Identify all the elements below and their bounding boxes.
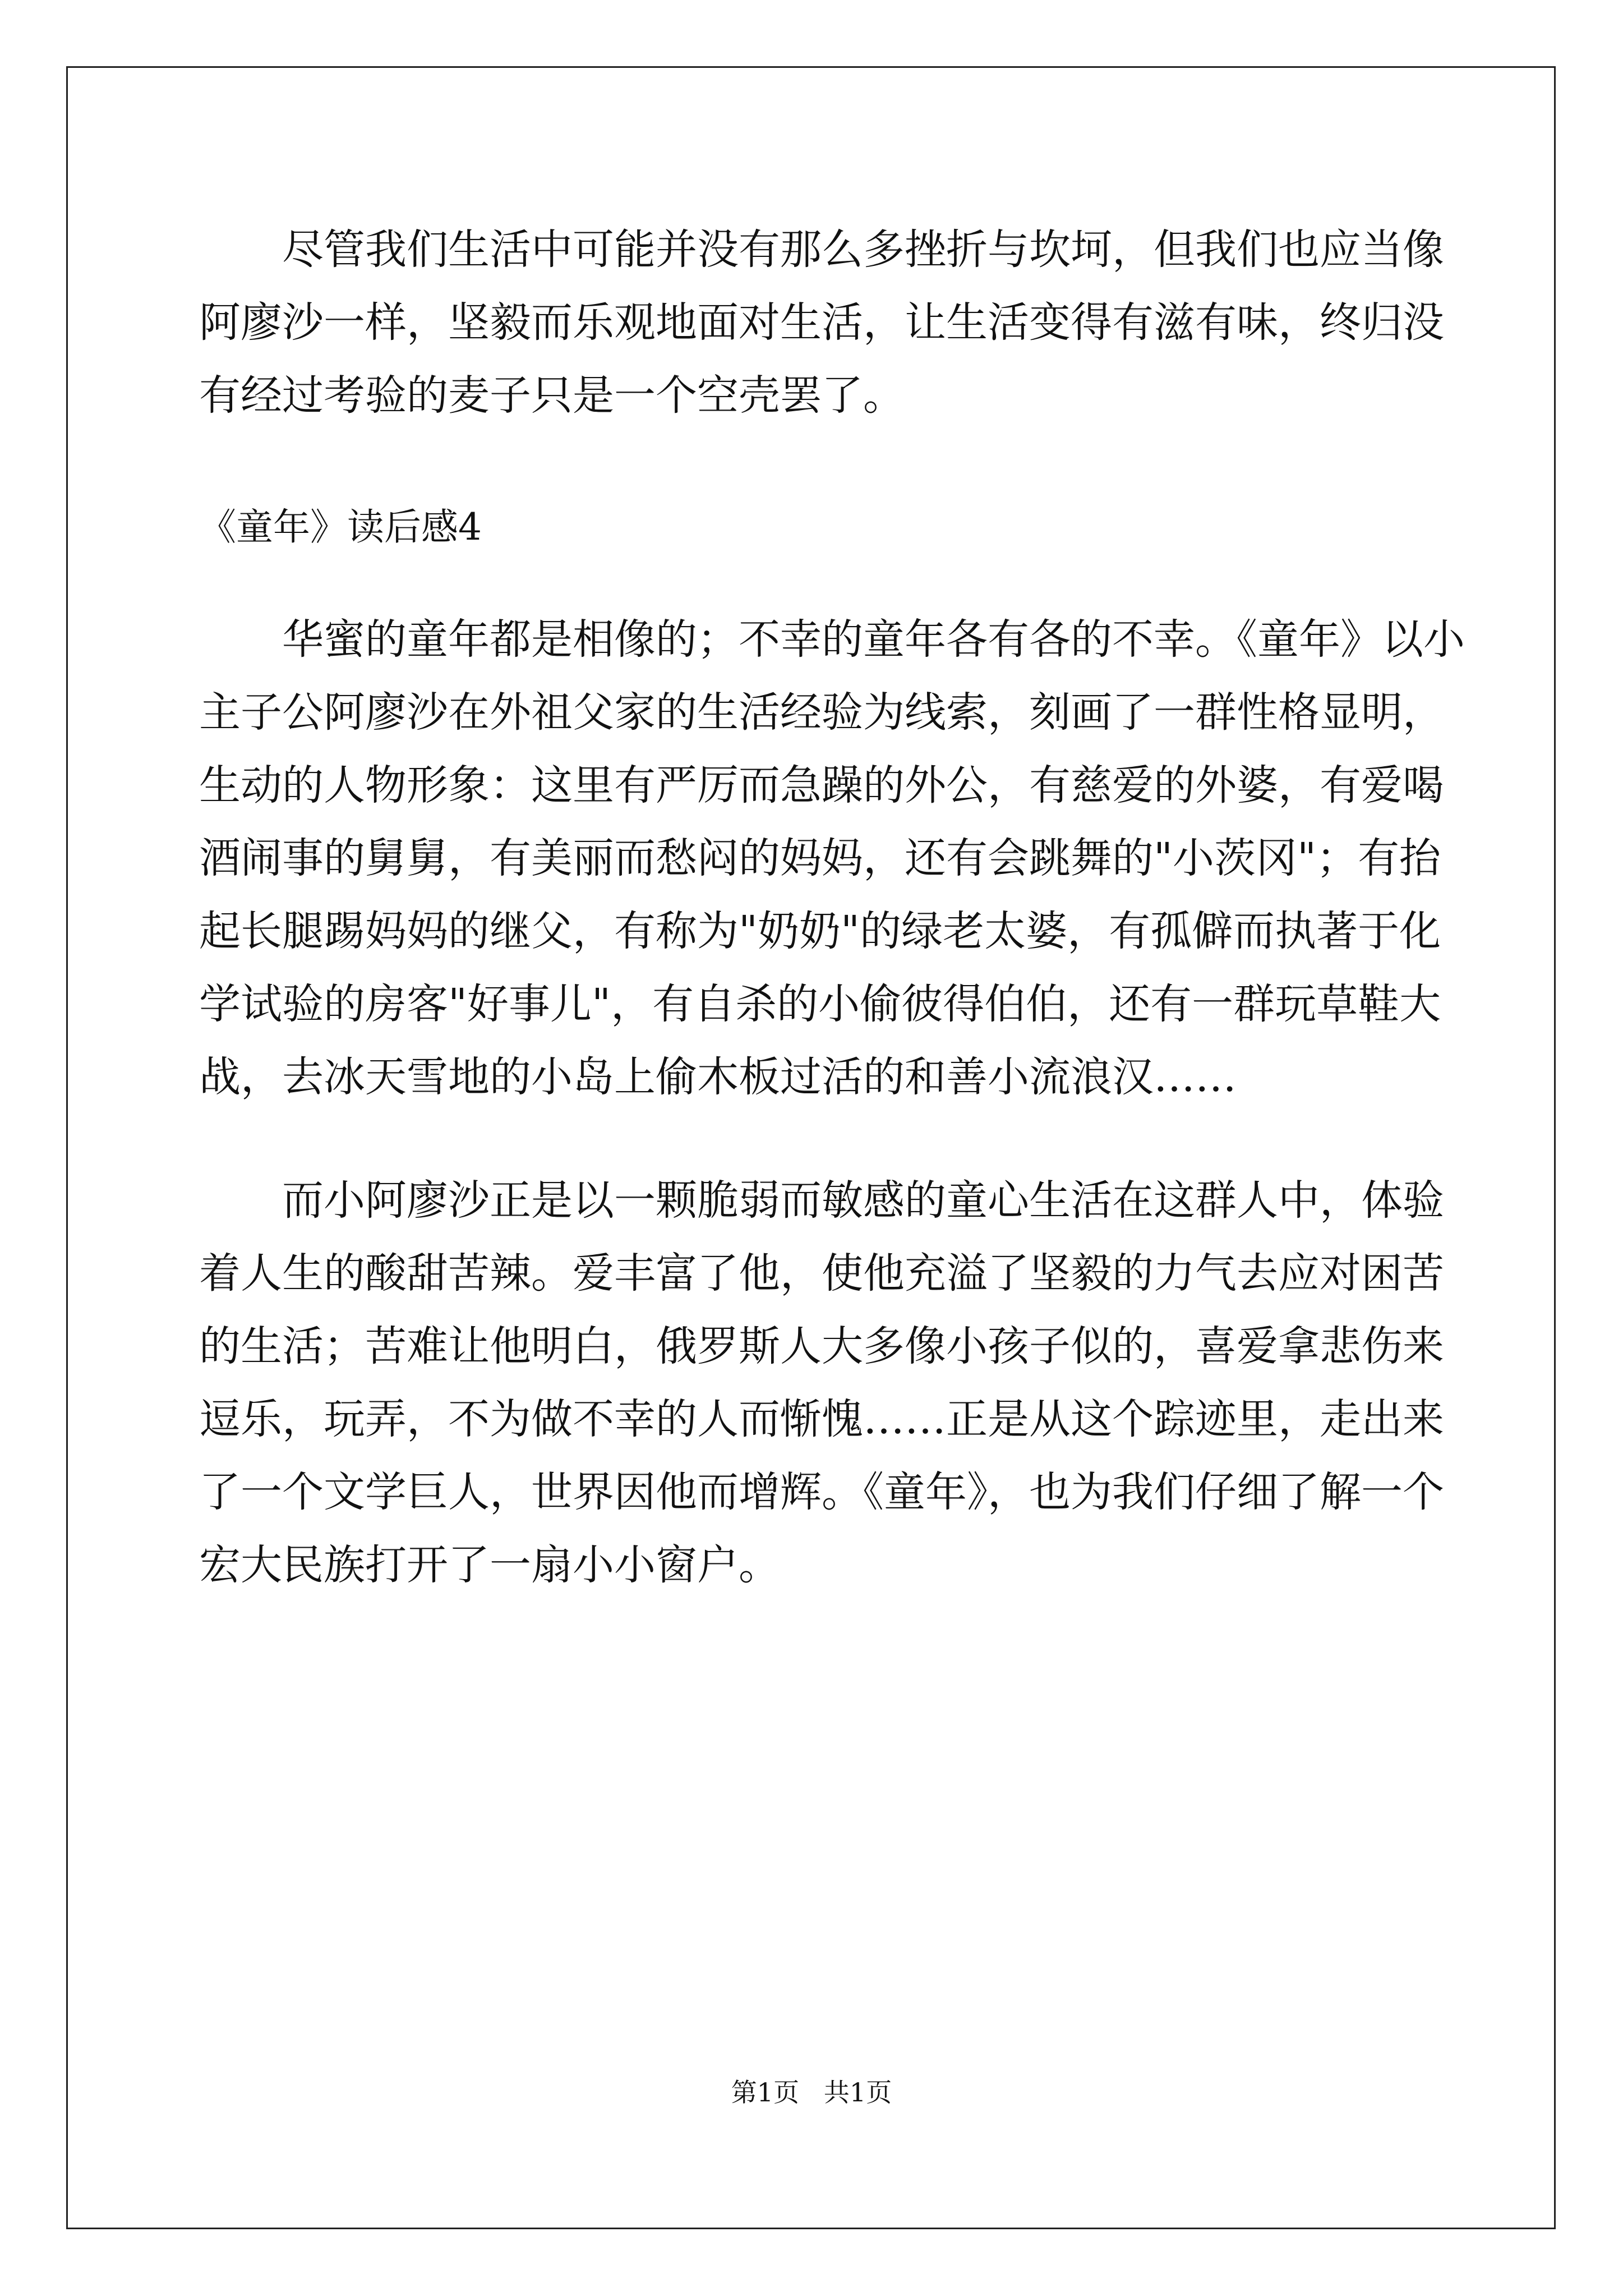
paragraph-1-line-1: 尽管我们生活中可能并没有那么多挫折与坎坷，但我们也应当像	[282, 226, 1444, 274]
paragraph-2-line-2: 主子公阿廖沙在外祖父家的生活经验为线索，刻画了一群性格显明，	[199, 688, 1444, 737]
paragraph-3-line-3: 的生活；苦难让他明白，俄罗斯人大多像小孩子似的，喜爱拿悲伤来	[199, 1322, 1444, 1370]
paragraph-2-line-5: 起长腿踢妈妈的继父，有称为"奶奶"的绿老太婆，有孤僻而执著于化	[199, 907, 1441, 955]
paragraph-3-line-6: 宏大民族打开了一扇小小窗户。	[199, 1541, 780, 1589]
paragraph-2-line-1: 华蜜的童年都是相像的；不幸的童年各有各的不幸。《童年》以小	[282, 615, 1465, 664]
paragraph-3-line-4: 逗乐，玩弄，不为做不幸的人而惭愧……正是从这个踪迹里，走出来	[199, 1395, 1444, 1443]
paragraph-3-line-5: 了一个文学巨人，世界因他而增辉。《童年》，也为我们仔细了解一个	[199, 1468, 1444, 1516]
paragraph-2-line-3: 生动的人物形象：这里有严厉而急躁的外公，有慈爱的外婆，有爱喝	[199, 761, 1444, 809]
section-heading: 《童年》读后感4	[199, 505, 482, 549]
paragraph-1-line-2: 阿廖沙一样，坚毅而乐观地面对生活，让生活变得有滋有味，终归没	[199, 298, 1444, 347]
paragraph-2-line-6: 学试验的房客"好事儿"，有自杀的小偷彼得伯伯，还有一群玩草鞋大	[199, 980, 1441, 1028]
paragraph-1-line-3: 有经过考验的麦子只是一个空壳罢了。	[199, 371, 905, 420]
page-footer: 第1页 共1页	[731, 2077, 892, 2108]
paragraph-3-line-1: 而小阿廖沙正是以一颗脆弱而敏感的童心生活在这群人中，体验	[282, 1176, 1444, 1225]
paragraph-3-line-2: 着人生的酸甜苦辣。爱丰富了他，使他充溢了坚毅的力气去应对困苦	[199, 1249, 1444, 1297]
paragraph-2-line-7: 战，去冰天雪地的小岛上偷木板过活的和善小流浪汉……	[199, 1053, 1237, 1101]
paragraph-2-line-4: 酒闹事的舅舅，有美丽而愁闷的妈妈，还有会跳舞的"小茨冈"；有抬	[199, 834, 1441, 882]
